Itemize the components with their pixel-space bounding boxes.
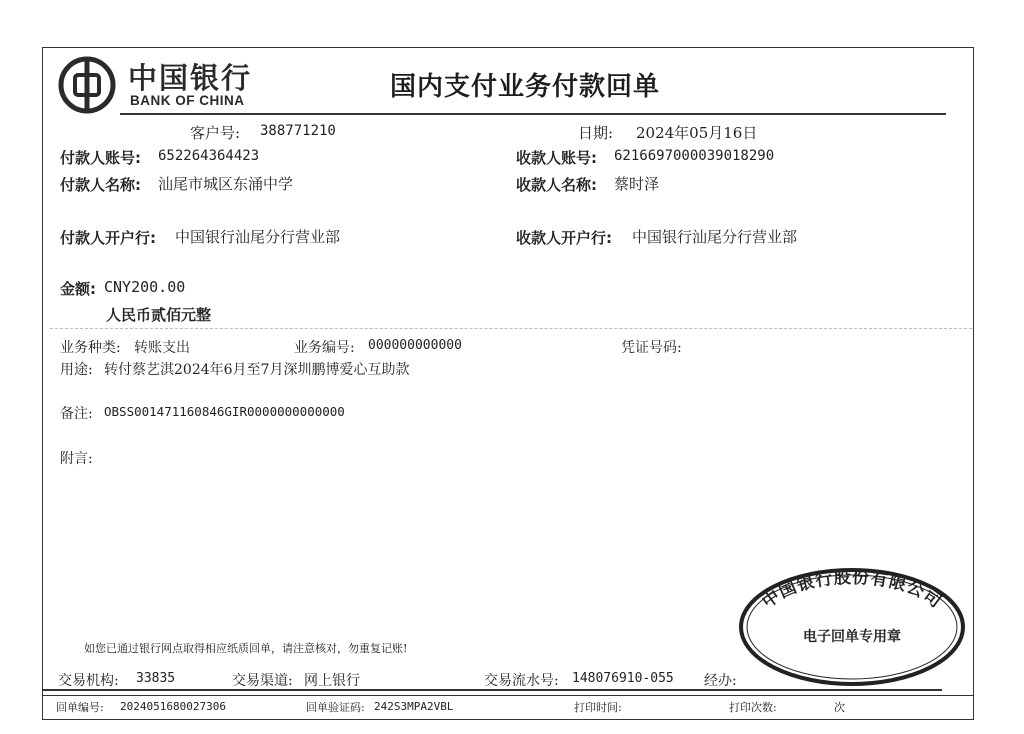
customer-no: 388771210 [260,123,336,139]
payer-name: 汕尾市城区东涌中学 [158,175,294,193]
print-time-label: 打印时间: [574,701,622,714]
payer-bank: 中国银行汕尾分行营业部 [175,228,341,246]
serial-value: 148076910-055 [572,671,674,686]
print-count-unit: 次 [834,701,845,714]
purpose-label: 用途: [60,362,93,378]
bank-of-china-logo-icon [58,56,116,114]
serial-label: 交易流水号: [484,673,559,689]
payee-name-label: 收款人名称: [516,176,597,194]
receipt-no: 2024051680027306 [120,700,226,713]
bank-name-en: BANK OF CHINA [130,93,245,108]
channel-label: 交易渠道: [232,673,293,689]
business-type: 转账支出 [134,340,190,356]
payee-name: 蔡时泽 [614,175,660,193]
amount-value: CNY200.00 [104,278,186,296]
verify-code: 242S3MPA2VBL [374,700,454,713]
payer-bank-label: 付款人开户行: [60,229,156,247]
handler-label: 经办: [704,673,737,689]
postscript-label: 附言: [60,451,93,467]
amount-divider [50,328,972,329]
org-label: 交易机构: [58,673,119,689]
header-divider [120,113,946,115]
amount-in-words: 人民币贰佰元整 [106,306,212,324]
payer-name-label: 付款人名称: [60,176,141,194]
date-value: 2024年05月16日 [636,124,758,142]
channel-value: 网上银行 [304,673,360,689]
payee-bank: 中国银行汕尾分行营业部 [632,228,798,246]
notice-text: 如您已通过银行网点取得相应纸质回单，请注意核对，勿重复记账! [84,642,408,655]
customer-no-label: 客户号: [190,124,241,142]
date-label: 日期: [578,124,614,142]
verify-label: 回单验证码: [306,701,365,714]
payer-account: 652264364423 [158,148,260,164]
remark-label: 备注: [60,406,93,422]
voucher-label: 凭证号码: [621,340,682,356]
footer-divider-bottom [42,695,974,696]
svg-text:中国银行股份有限公司: 中国银行股份有限公司 [758,567,946,613]
page-title: 国内支付业务付款回单 [390,72,661,102]
payee-account: 6216697000039018290 [614,148,775,164]
business-number: 000000000000 [368,338,462,353]
bank-name-cn: 中国银行 [128,61,253,95]
business-type-label: 业务种类: [60,340,121,356]
payee-account-label: 收款人账号: [516,149,597,167]
business-number-label: 业务编号: [294,340,355,356]
receipt-no-label: 回单编号: [56,701,104,714]
purpose-value: 转付蔡艺淇2024年6月至7月深圳鹏博爱心互助款 [104,362,410,378]
remark-value: OBSS001471160846GIR0000000000000 [104,404,345,419]
print-count-label: 打印次数: [729,701,777,714]
svg-text:电子回单专用章: 电子回单专用章 [803,629,901,645]
payee-bank-label: 收款人开户行: [516,229,612,247]
org-value: 33835 [136,671,176,686]
official-seal-stamp [738,567,966,687]
amount-label: 金额: [60,280,96,298]
payer-account-label: 付款人账号: [60,149,141,167]
